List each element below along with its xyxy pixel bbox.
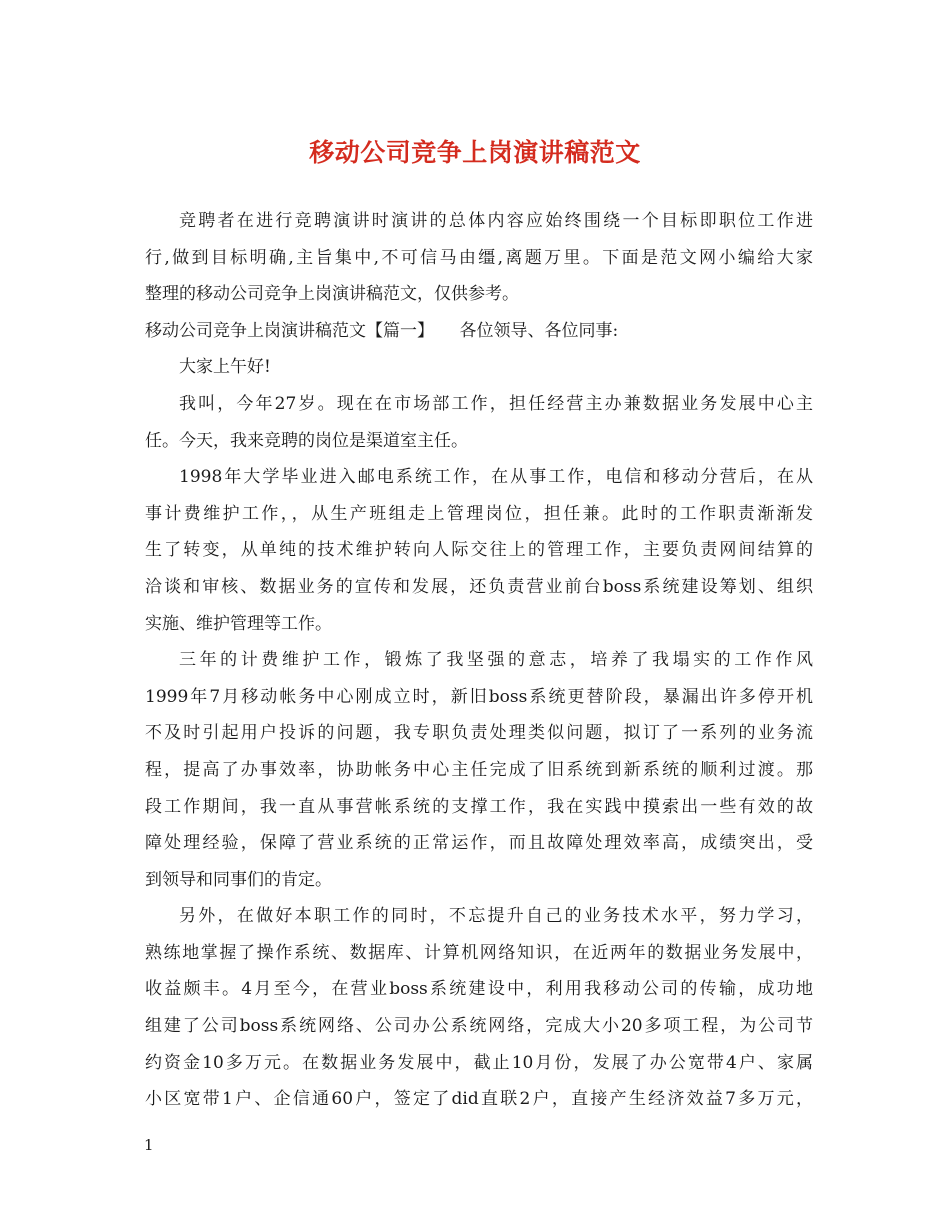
paragraph-line: 我叫，今年27岁。现在在市场部工作，担任经营主办兼数据业务发展中心主 — [179, 393, 813, 414]
paragraph-line: 行,做到目标明确,主旨集中,不可信马由缰,离题万里。下面是范文网小编给大家 — [145, 247, 813, 268]
paragraph-line: 程，提高了办事效率，协助帐务中心主任完成了旧系统到新系统的顺利过渡。那 — [145, 759, 813, 780]
paragraph-line: 事计费维护工作，，从生产班组走上管理岗位，担任兼。此时的工作职责渐渐发 — [145, 503, 813, 524]
paragraph-line: 另外，在做好本职工作的同时，不忘提升自己的业务技术水平，努力学习， — [179, 906, 813, 927]
paragraph-line: 收益颇丰。4月至今，在营业boss系统建设中，利用我移动公司的传输，成功地 — [145, 979, 813, 1000]
paragraph-line: 生了转变，从单纯的技术维护转向人际交往上的管理工作，主要负责网间结算的 — [145, 540, 813, 561]
paragraph-line: 移动公司竞争上岗演讲稿范文【篇一】 各位领导、各位同事: — [145, 320, 619, 341]
paragraph-line: 障处理经验，保障了营业系统的正常运作，而且故障处理效率高，成绩突出，受 — [145, 833, 813, 854]
paragraph-line: 大家上午好! — [179, 357, 271, 378]
paragraph-line: 1999年7月移动帐务中心刚成立时，新旧boss系统更替阶段，暴漏出许多停开机 — [145, 686, 813, 707]
paragraph-line: 整理的移动公司竞争上岗演讲稿范文，仅供参考。 — [145, 284, 519, 305]
paragraph-line: 到领导和同事们的肯定。 — [145, 869, 332, 890]
paragraph-line: 竞聘者在进行竞聘演讲时演讲的总体内容应始终围绕一个目标即职位工作进 — [179, 211, 813, 231]
paragraph-line: 小区宽带1户、企信通60户，签定了did直联2户，直接产生经济效益7多万元， — [145, 1089, 813, 1110]
paragraph-line: 实施、维护管理等工作。 — [145, 613, 332, 634]
paragraph-line: 熟练地掌握了操作系统、数据库、计算机网络知识，在近两年的数据业务发展中， — [145, 942, 813, 963]
paragraph-line: 任。今天，我来竞聘的岗位是渠道室主任。 — [145, 430, 468, 451]
page-number: 1 — [144, 1136, 154, 1154]
document-body — [145, 203, 813, 1118]
paragraph-line: 组建了公司boss系统网络、公司办公系统网络，完成大小20多项工程，为公司节 — [145, 1016, 813, 1037]
paragraph-line: 洽谈和审核、数据业务的宣传和发展，还负责营业前台boss系统建设筹划、组织 — [145, 576, 813, 597]
paragraph-line: 1998年大学毕业进入邮电系统工作，在从事工作，电信和移动分营后，在从 — [179, 467, 813, 488]
paragraph-line: 不及时引起用户投诉的问题，我专职负责处理类似问题，拟订了一系列的业务流 — [145, 723, 813, 744]
paragraph-line: 三年的计费维护工作，锻炼了我坚强的意志，培养了我塌实的工作作风 — [179, 650, 813, 671]
paragraph-line: 段工作期间，我一直从事营帐系统的支撑工作，我在实践中摸索出一些有效的故 — [145, 796, 813, 817]
paragraph-line: 约资金10多万元。在数据业务发展中，截止10月份，发展了办公宽带4户、家属 — [145, 1052, 813, 1073]
document-title: 移动公司竞争上岗演讲稿范文 — [309, 138, 641, 167]
